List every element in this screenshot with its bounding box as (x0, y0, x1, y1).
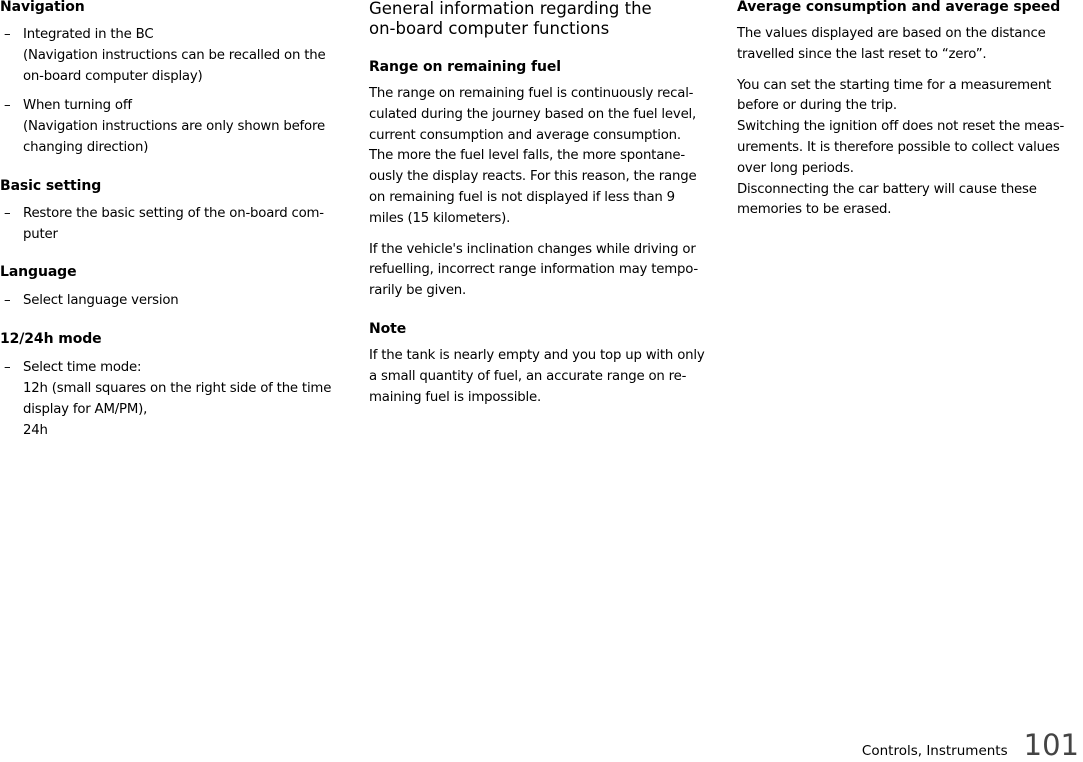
chapter-heading-line: General information regarding the (369, 0, 652, 18)
para-line: rarily be given. (369, 283, 467, 299)
para-line: You can set the starting time for a measurement (737, 77, 1052, 93)
bullet-dash: – (4, 293, 11, 309)
item-line: Restore the basic setting of the on-board com- (23, 205, 324, 221)
navigation-item-integrated (0, 25, 348, 87)
para-line: The more the fuel level falls, the more spontane- (369, 148, 685, 164)
basic-setting-heading: Basic setting (0, 177, 102, 194)
para-line: a small quantity of fuel, an accurate range on re- (369, 368, 687, 384)
para-line: culated during the journey based on the fuel level, (369, 106, 697, 122)
chapter-heading (369, 0, 715, 39)
para-line: on remaining fuel is not displayed if less than 9 (369, 189, 675, 205)
para-line: If the vehicle's inclination changes while driving or (369, 241, 696, 257)
para-line: current consumption and average consumption. (369, 127, 681, 143)
para-line: Disconnecting the car battery will cause these (737, 181, 1037, 197)
average-heading: Average consumption and average speed (737, 0, 1061, 15)
footer-section-title: Controls, Instruments (861, 743, 1008, 759)
para-line: refuelling, incorrect range information may tempo- (369, 262, 698, 278)
item-line: Select language version (23, 293, 179, 309)
para-line: miles (15 kilometers). (369, 210, 511, 226)
para-line: ously the display reacts. For this reason, the range (369, 169, 697, 185)
item-line: Select time mode: (23, 360, 142, 376)
page-number: 101 (1023, 728, 1079, 762)
average-paragraph-1 (737, 24, 1083, 66)
bullet-dash: – (4, 360, 11, 376)
para-line: over long periods. (737, 160, 854, 176)
item-line: (Navigation instructions are only shown before (23, 119, 325, 135)
item-line: 12h (small squares on the right side of the time (23, 380, 332, 396)
range-paragraph-1 (369, 84, 715, 230)
right-column (737, 0, 1083, 221)
para-line: The range on remaining fuel is continuously recal- (369, 86, 694, 101)
average-paragraph-2 (737, 76, 1083, 222)
range-heading: Range on remaining fuel (369, 59, 561, 75)
para-line: travelled since the last reset to “zero”. (737, 46, 987, 62)
bullet-dash: – (4, 27, 11, 42)
para-line: Switching the ignition off does not reset the meas- (737, 119, 1065, 135)
left-column (0, 0, 348, 441)
para-line: memories to be erased. (737, 202, 892, 218)
para-line: before or during the trip. (737, 98, 897, 114)
item-line: on-board computer display) (23, 68, 203, 84)
para-line: urements. It is therefore possible to collect values (737, 139, 1060, 155)
item-line: 24h (23, 422, 48, 438)
bullet-dash: – (4, 205, 11, 221)
language-item (0, 291, 348, 312)
time-mode-item (0, 358, 348, 441)
para-line: The values displayed are based on the distance (737, 26, 1046, 41)
navigation-heading: Navigation (0, 0, 85, 15)
item-line: puter (23, 226, 58, 242)
note-paragraph (369, 346, 715, 408)
note-heading: Note (369, 320, 407, 337)
middle-column (369, 0, 715, 408)
basic-setting-item (0, 204, 348, 246)
item-line: display for AM/PM), (23, 401, 148, 417)
item-line: When turning off (23, 98, 132, 114)
language-heading: Language (0, 264, 77, 281)
navigation-item-turning-off (0, 96, 348, 158)
time-mode-heading: 12/24h mode (0, 331, 102, 348)
item-line: (Navigation instructions can be recalled on the (23, 47, 326, 63)
item-line: changing direction) (23, 139, 149, 155)
chapter-heading-line: on-board computer functions (369, 19, 610, 38)
item-line: Integrated in the BC (23, 27, 154, 42)
para-line: If the tank is nearly empty and you top up with only (369, 347, 705, 363)
range-paragraph-2 (369, 240, 715, 302)
bullet-dash: – (4, 98, 11, 114)
page-footer (862, 729, 1079, 761)
para-line: maining fuel is impossible. (369, 389, 541, 405)
